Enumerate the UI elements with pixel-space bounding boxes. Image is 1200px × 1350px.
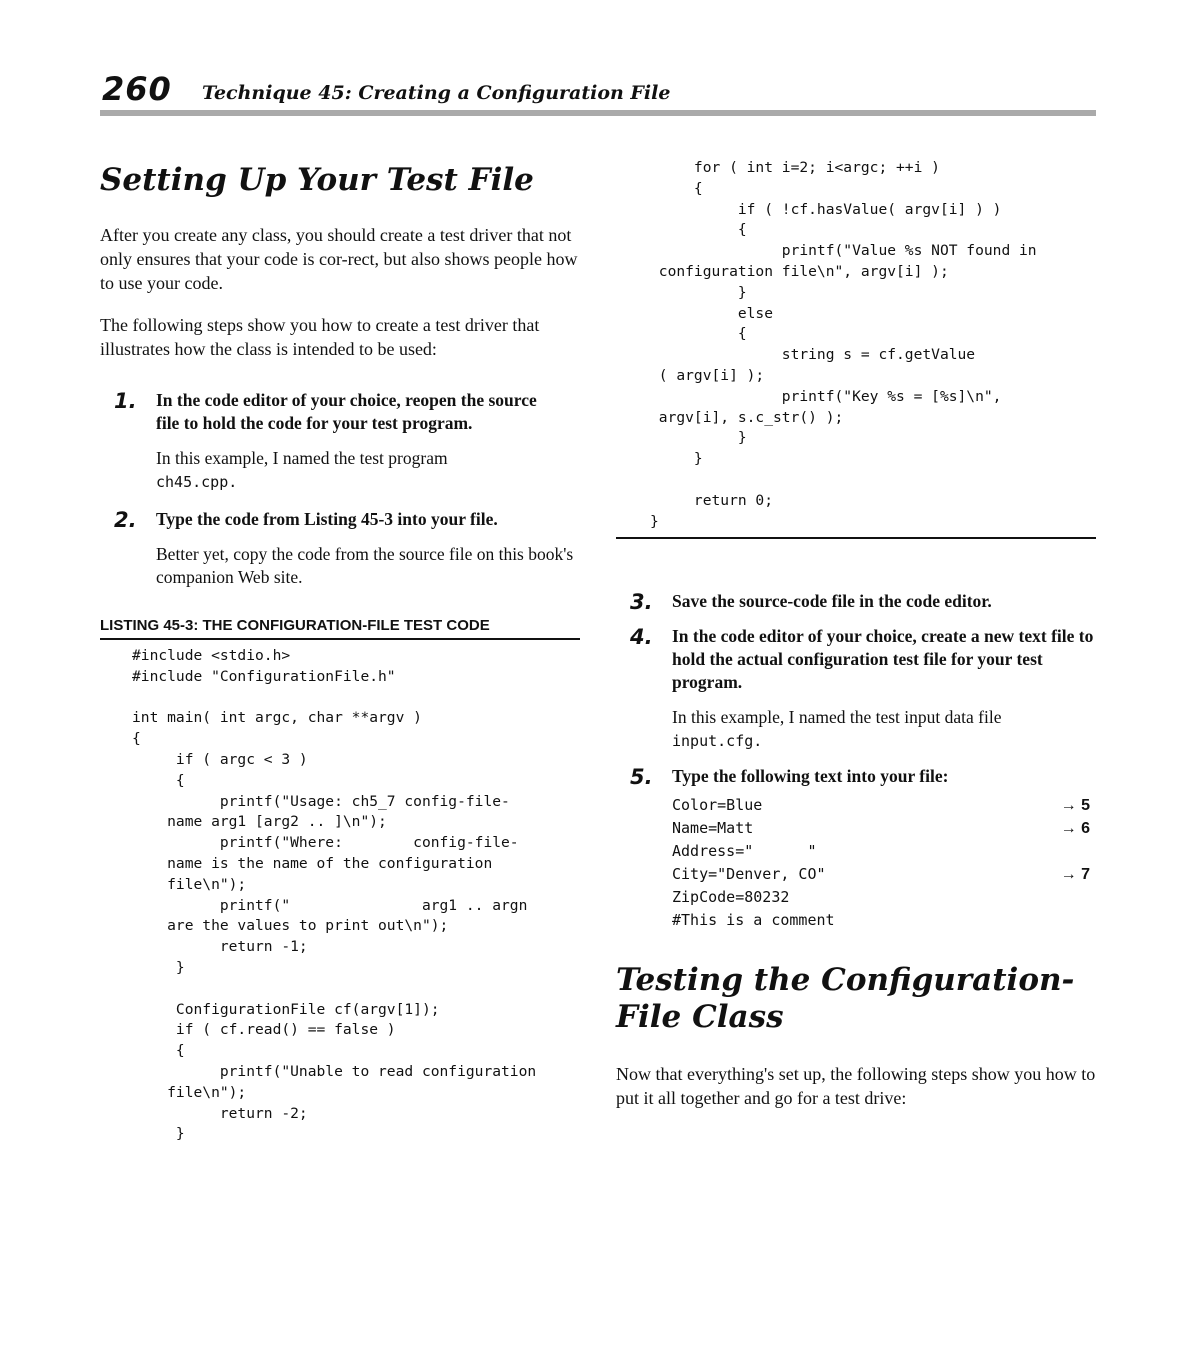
header-rule — [100, 110, 1096, 116]
step-number: 1. — [114, 389, 137, 413]
right-column-lower — [616, 590, 1096, 1110]
running-head: Technique 45: Creating a Configuration File — [202, 82, 671, 104]
step-instruction: Type the code from Listing 45-3 into your file. — [156, 509, 498, 529]
intro-paragraph: After you create any class, you should create a test driver that not only ensures that your code is cor-rect, but also shows people how to use your code. — [100, 225, 578, 293]
step-detail — [156, 447, 580, 494]
step-detail — [672, 706, 1096, 753]
step-1 — [100, 389, 580, 494]
arrow-marker: → 7 — [1060, 866, 1090, 883]
code-listing-continued: for ( int i=2; i<argc; ++i ) { if ( !cf.hasValue( argv[i] ) ) { printf("Value %s NOT found in configuration file\n", argv[i] ); } else { string s = cf.getValue ( argv[i] ); printf("Key %s = [%s]\n", argv[i], s.c_str() ); } } return 0; } — [650, 159, 1037, 530]
arrow-marker: → 5 — [1060, 797, 1090, 814]
config-text: City="Denver, CO" — [672, 865, 826, 883]
config-text: Address=" " — [672, 842, 817, 860]
left-column — [100, 150, 580, 1145]
config-text: ZipCode=80232 — [672, 888, 790, 906]
listing-caption: LISTING 45-3: THE CONFIGURATION-FILE TEST CODE — [100, 617, 580, 640]
arrow-marker: → 6 — [1060, 820, 1090, 837]
step-detail-text: In this example, I named the test program — [156, 448, 448, 468]
step-4 — [616, 625, 1096, 753]
step-number: 5. — [630, 765, 653, 789]
file-name: input.cfg. — [672, 732, 763, 750]
step-detail-text: In this example, I named the test input data file — [672, 707, 1002, 727]
step-instruction: In the code editor of your choice, create a new text file to hold the actual configuration test file for your test program. — [672, 626, 1094, 692]
testing-intro-paragraph: Now that everything's set up, the following steps show you how to put it all together and go for a test drive: — [616, 1064, 1096, 1108]
code-listing: #include <stdio.h> #include "ConfigurationFile.h" int main( int argc, char **argv ) { if ( argc < 3 ) { printf("Usage: ch5_7 config-file- name arg1 [arg2 .. ]\n"); printf("Where: config-file- name is the name of the configuration file\n"); printf(" arg1 .. argn are the values to print out\n"); return -1; } ConfigurationFile cf(argv[1]); if ( cf.read() == false ) { printf("Unable to read configuration file\n"); return -2; } — [132, 647, 537, 1143]
config-text: Color=Blue — [672, 796, 763, 814]
config-line — [672, 840, 1096, 863]
step-2 — [100, 508, 580, 589]
config-line — [672, 863, 1096, 886]
config-line — [672, 817, 1096, 840]
step-detail: Better yet, copy the code from the source file on this book's companion Web site. — [156, 544, 574, 587]
config-text: #This is a comment — [672, 911, 835, 929]
step-3 — [616, 590, 1096, 613]
config-line — [672, 794, 1096, 817]
page-number: 260 — [102, 70, 172, 108]
file-name: ch45.cpp. — [156, 473, 238, 491]
step-number: 2. — [114, 508, 137, 532]
step-5 — [616, 765, 1096, 932]
section-heading: Setting Up Your Test File — [100, 162, 534, 198]
step-number: 3. — [630, 590, 653, 614]
step-instruction: In the code editor of your choice, reopen the source file to hold the code for your test program. — [156, 390, 537, 433]
steps-intro-paragraph: The following steps show you how to create a test driver that illustrates how the class is intended to be used: — [100, 315, 540, 359]
config-line — [672, 886, 1096, 909]
config-line — [672, 909, 1096, 932]
config-listing — [672, 794, 1096, 932]
step-number: 4. — [630, 625, 653, 649]
right-column — [616, 150, 1096, 532]
step-instruction: Save the source-code file in the code editor. — [672, 591, 992, 611]
listing-end-rule — [616, 537, 1096, 539]
config-text: Name=Matt — [672, 819, 754, 837]
step-instruction: Type the following text into your file: — [672, 766, 949, 786]
section-heading: Testing the Configuration-File Class — [616, 962, 1075, 1035]
